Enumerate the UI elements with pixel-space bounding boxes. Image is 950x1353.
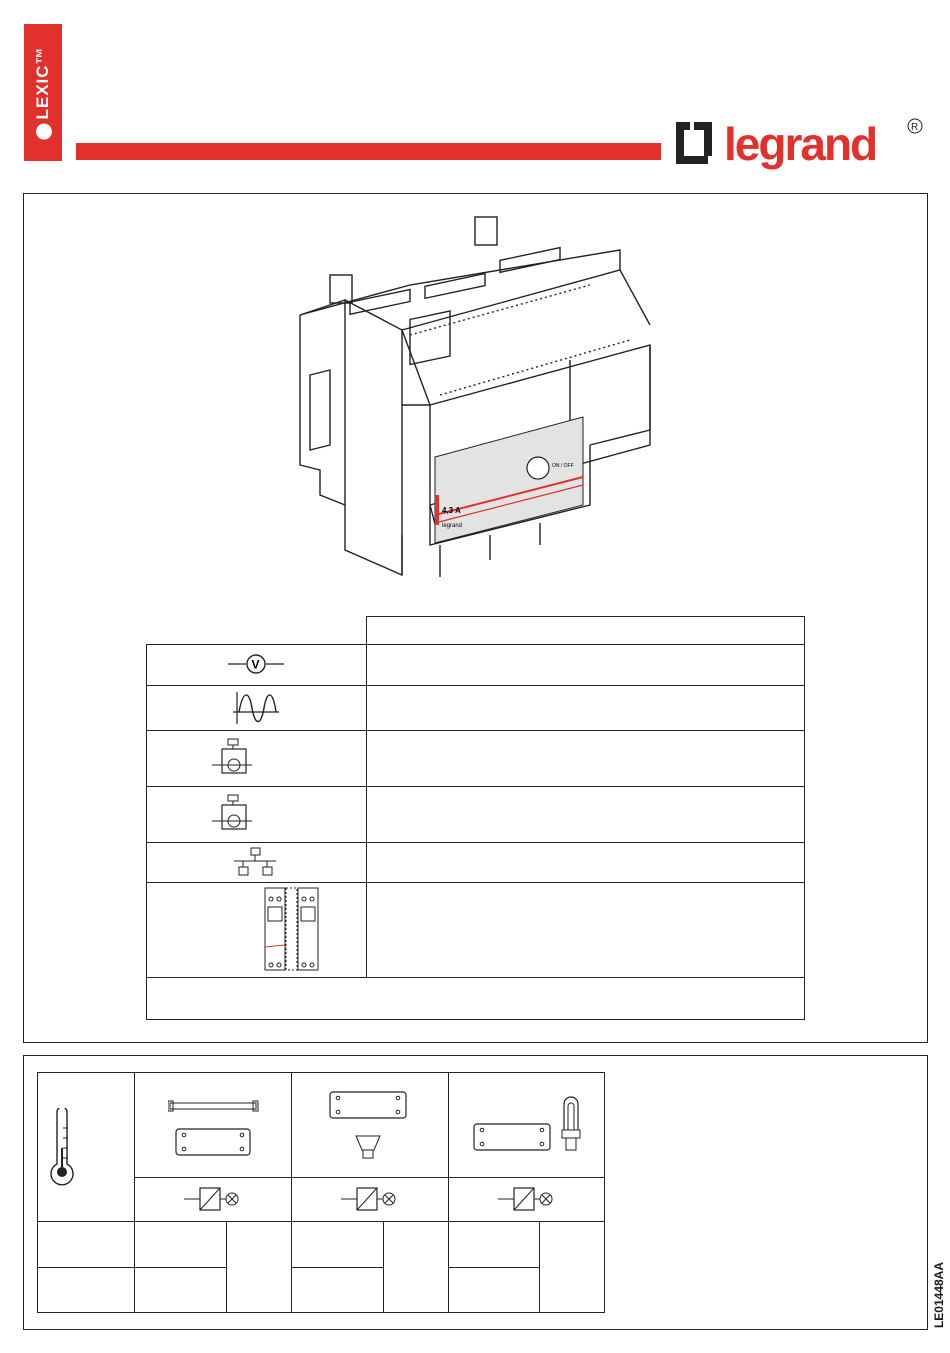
svg-text:ON / OFF: ON / OFF	[552, 463, 574, 469]
svg-text:V: V	[251, 657, 260, 672]
legrand-logo	[676, 112, 926, 174]
voltage-icon	[228, 652, 284, 676]
screw-terminal-icon	[212, 793, 252, 835]
ballast-lamp-symbol	[341, 1186, 399, 1212]
ballast-lamp-symbol	[498, 1186, 556, 1212]
ac-frequency-icon	[233, 690, 279, 726]
din-module-icon	[264, 887, 320, 973]
network-icon	[234, 846, 276, 878]
fluorescent-tube-ballast-icon	[168, 1097, 262, 1159]
lexic-badge-text: LEXIC™	[33, 46, 53, 139]
svg-text:R: R	[911, 122, 919, 133]
product-illustration	[290, 205, 670, 585]
thermometer-icon	[48, 1108, 76, 1186]
compact-fluorescent-icon	[470, 1094, 588, 1154]
svg-text:legrand: legrand	[724, 118, 877, 170]
halogen-transformer-icon	[326, 1090, 412, 1164]
product-brand-label: legrand	[442, 523, 463, 529]
lexic-badge	[24, 24, 62, 161]
legrand-logo-mark	[676, 112, 926, 174]
header-red-bar	[76, 143, 661, 160]
screw-terminal-icon	[212, 737, 252, 779]
document-reference: LE01448AA	[932, 1261, 946, 1329]
ballast-lamp-symbol	[184, 1186, 242, 1212]
product-rating-label: 4,3 A	[442, 506, 461, 515]
